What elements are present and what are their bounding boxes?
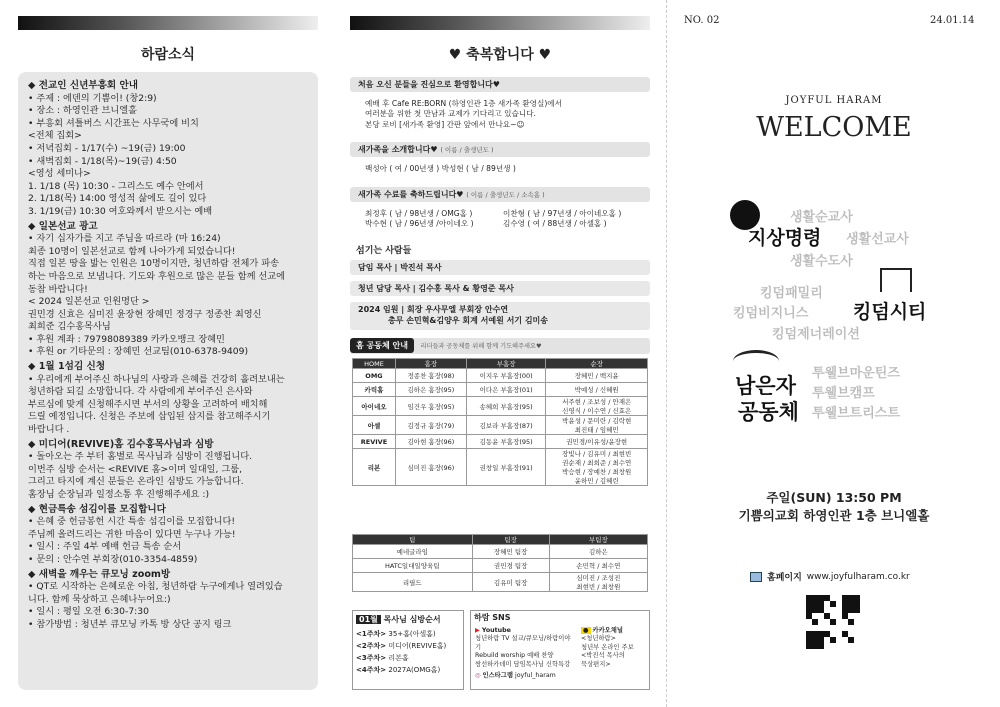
news-section-title: ◆ 새벽을 깨우는 큐모닝 zoom방	[28, 568, 171, 580]
news-line: 이번주 심방 순서는 <REVIVE 홈>이며 일대일, 그룹,	[28, 463, 243, 475]
instagram-icon: ◎	[475, 672, 481, 680]
news-line: 1. 1/18 (목) 10:30 - 그리스도 예수 안에서	[28, 180, 204, 192]
city-icon	[880, 268, 912, 292]
table-cell: HATC일대일양육팀	[353, 559, 473, 573]
table-cell: 아셀	[353, 416, 396, 435]
news-line: 주님께 올려드리는 귀한 마음이 있다면 누구나 가능!	[28, 528, 236, 540]
welcome-text: 예배 후 Cafe RE:BORN (하영인관 1층 새가족 환영실)에서 여러분을 위한 첫 만남과 교제가 기다리고 있습니다. 본당 로비 [새가족 환영] 간판 앞에서 만나요~☺	[365, 99, 562, 129]
table-cell: 권민경 팀장	[472, 559, 549, 573]
header-gradient-bar-2	[350, 16, 650, 30]
kakao-icon: ●	[583, 627, 589, 634]
news-line: 하는 마음으로 보냅니다. 기도와 후원으로 많은 분들 함께 선교에	[28, 270, 286, 282]
news-line: 권민경 신효은 심미진 윤장현 장혜민 정경구 정종찬 최영신	[28, 308, 262, 320]
youth-pastor: 청년 담당 목사 | 김수홍 목사 & 황영준 목사	[350, 281, 650, 296]
news-line: 동참 바랍니다!	[28, 283, 88, 295]
table-row	[353, 369, 648, 383]
new-family-bar: 새가족을 소개합니다♥ ( 이름 / 출생년도 )	[350, 142, 650, 157]
vision-text-7: 투웰브마운틴즈	[812, 366, 900, 381]
table-cell: 정종찬 홈장(98)	[395, 369, 466, 383]
table-cell: OMG	[353, 369, 396, 383]
table-cell: 장빛나 / 김유미 / 최현빈 권순재 / 최희준 / 최수연 박승현 / 장예찬 / 최창원 윤하민 / 김혜린	[546, 449, 648, 486]
table-cell: 임건우 홈장(95)	[395, 397, 466, 416]
news-section-title: ◆ 일본선교 광고	[28, 220, 98, 232]
homepage-label: 홈페이지	[767, 573, 802, 583]
vision-text-8: 투웰브캠프	[812, 386, 875, 401]
table-cell: 심미진 홈장(96)	[395, 449, 466, 486]
homepage-url[interactable]: www.joyfulharam.co.kr	[806, 571, 910, 582]
table-cell: 김하은	[549, 545, 647, 559]
homepage-line	[750, 570, 910, 583]
news-line: < 2024 일본선교 인원명단 >	[28, 296, 150, 308]
table-cell: 김동윤 부홈장(95)	[466, 435, 546, 449]
table-row	[353, 397, 648, 416]
table-cell: 서주현 / 조보성 / 안재은 신영식 / 이수연 / 신효은	[546, 397, 648, 416]
news-line: 청년하람 되길 소망합니다. 각 사람에게 부어주신 은사와	[28, 386, 253, 398]
sns-box: 하람 SNS ▶ Youtube 청년하람 TV 설교/큐모닝/하람이야기 Rebuild worship 예배 찬양 쌍선하카데미 담임목사님 신학특강 ◎ 인스타그램 joyful_haram ● 카카오채널 <청년하람> 청년부 온라인 주보 <박진석 목사의 묵상편지>	[470, 610, 650, 690]
news-line: 니다. 함께 묵상하고 은혜나누어요:)	[28, 593, 171, 605]
news-section-title: ◆ 미디어(REVIVE)홈 김수홍목사님과 심방	[28, 438, 214, 450]
browser-icon	[750, 572, 762, 582]
news-line: 드릴 예정입니다. 신청은 주보에 삽입된 삽지를 참고해주시기	[28, 411, 271, 423]
news-section-title: ◆ 1월 1섬김 신청	[28, 361, 106, 373]
news-line: <전체 집회>	[28, 130, 82, 142]
news-line: • 일시 : 평일 오전 6:30-7:30	[28, 606, 149, 618]
mountain-icon	[733, 350, 779, 372]
table-row	[353, 435, 648, 449]
youtube-icon: ▶	[475, 627, 480, 634]
issue-date: 24.01.14	[930, 15, 975, 26]
table-cell: 손민혁 / 최수연	[549, 559, 647, 573]
table-row	[353, 416, 648, 435]
news-line: • 일시 : 주일 4부 예배 헌금 특송 순서	[28, 541, 182, 553]
home-table	[352, 358, 648, 486]
news-line: 바랍니다 .	[28, 424, 70, 436]
header-gradient-bar	[18, 16, 318, 30]
news-line: • 주제 : 에덴의 기쁨이! (창2:9)	[28, 92, 157, 104]
news-line: • 새벽집회 - 1/18(목)~19(금) 4:50	[28, 155, 177, 167]
qr-code[interactable]	[806, 595, 860, 649]
table-header: 팀장	[472, 535, 549, 545]
news-line: • 우리에게 부어주신 하나님의 사랑과 은혜를 건강히 흘려보내는	[28, 373, 285, 385]
visit-item: <2주차> 미디어(REVIVE홈)	[356, 642, 447, 650]
table-cell: 장혜민 / 백지윤	[546, 369, 648, 383]
table-cell: 이지우 부홈장(00)	[466, 369, 546, 383]
vision-bold-1: 지상명령	[748, 227, 822, 249]
table-header: 부홈장	[466, 359, 546, 369]
news-section-title: ◆ 전교인 신년부흥회 안내	[28, 80, 139, 91]
table-cell: 김하은 홈장(95)	[395, 383, 466, 397]
table-row	[353, 559, 648, 573]
new-family-list: 백성아 ( 여 / 00년생 ) 박성현 ( 남 / 89년생 )	[365, 164, 516, 173]
vision-text-4: 킹덤패밀리	[760, 286, 823, 301]
news-line: 직접 일본 땅을 밟는 인원은 10명이지만, 청년하람 전체가 파송	[28, 258, 279, 270]
table-cell: 장혜민 팀장	[472, 545, 549, 559]
vision-bold-2: 킹덤시티	[853, 301, 927, 323]
table-cell: 김보라 부홈장(87)	[466, 416, 546, 435]
vision-text-1: 생활순교사	[790, 210, 853, 225]
table-cell: 김아현 홈장(96)	[395, 435, 466, 449]
graduation-list: 최정후 ( 남 / 98년생 / OMG홈 ) 이찬형 ( 남 / 97년생 / 아이네오홈 ) 박수현 ( 남 / 96년생 /아이네오 ) 김수영 ( 여 / 88년생 / 아셀홈 )	[365, 209, 622, 229]
news-heading: 하람소식	[140, 47, 196, 63]
service-time: 주일(SUN) 13:50 PM	[766, 490, 902, 505]
welcome-bar: 처음 오신 분들을 진심으로 환영합니다♥	[350, 77, 650, 92]
table-row	[353, 383, 648, 397]
table-cell: 아이네오	[353, 397, 396, 416]
table-header: 부팀장	[549, 535, 647, 545]
blessing-heading: ♥ 축복합니다 ♥	[448, 47, 552, 63]
table-cell: 심미진 / 조성진 최현빈 / 최창원	[549, 573, 647, 592]
table-row	[353, 449, 648, 486]
table-row	[353, 545, 648, 559]
vision-text-6: 킹덤제너레이션	[772, 327, 860, 342]
issue-number: NO. 02	[684, 15, 720, 26]
table-cell: 김유미 팀장	[472, 573, 549, 592]
visit-item: <1주차> 35+홈(아셀홈)	[356, 630, 436, 638]
news-line: • 참가방법 : 청년부 큐모닝 카톡 방 상단 공지 링크	[28, 618, 232, 630]
graduation-bar: 새가족 수료를 축하드립니다♥ ( 이름 / 출생년도 / 소속홈 )	[350, 187, 650, 202]
table-cell: 리필드	[353, 573, 473, 592]
table-cell: 이다은 부홈장(01)	[466, 383, 546, 397]
vision-text-3: 생활수도사	[790, 254, 853, 269]
vision-bold-3a: 남은자	[735, 374, 796, 398]
news-line: 그리고 타지에 계신 분들은 온라인 심방도 가능합니다.	[28, 476, 244, 488]
news-line: 2. 1/18(목) 14:00 영성적 삶에도 길이 있다	[28, 193, 207, 205]
table-cell: 권민경/이유성/윤장현	[546, 435, 648, 449]
fold-line	[666, 0, 667, 707]
table-header: 순장	[546, 359, 648, 369]
news-line: • 자기 십자가를 지고 주님을 따르라 (마 16:24)	[28, 233, 221, 245]
news-line: • QT로 시작하는 은혜로운 아침, 청년하람 누구에게나 열려있습	[28, 581, 283, 593]
vision-text-9: 투웰브트리스트	[812, 406, 900, 421]
news-line: 부르심에 맞게 신청해주시면 부서의 상황을 고려하여 배치해	[28, 398, 268, 410]
welcome-title: WELCOME	[756, 112, 912, 143]
table-header: HOME	[353, 359, 396, 369]
table-cell: 리본	[353, 449, 396, 486]
news-line: 최종 10명이 일본선교로 함께 나아가게 되었습니다!	[28, 245, 236, 257]
table-cell: REVIVE	[353, 435, 396, 449]
team-table	[352, 534, 648, 592]
table-cell: 권창일 부홈장(91)	[466, 449, 546, 486]
table-header: 홈장	[395, 359, 466, 369]
news-line: • 돌아오는 주 부터 홈별로 목사님과 심방이 진행됩니다.	[28, 451, 253, 463]
news-line: • 은혜 중 헌금봉헌 시간 특송 섬김이를 모집합니다!	[28, 516, 236, 528]
table-row	[353, 573, 648, 592]
table-cell: 예네글라임	[353, 545, 473, 559]
news-line: <영성 세미나>	[28, 168, 91, 180]
service-place: 기쁨의교회 하영인관 1층 브니엘홀	[738, 508, 930, 523]
table-cell: 박예성 / 신혜원	[546, 383, 648, 397]
staff-box: 2024 임원 | 회장 우사무엘 부회장 안수연 총무 손민혁&김양우 회계 서예원 서기 김미송	[350, 302, 650, 330]
table-cell: 김정규 홈장(79)	[395, 416, 466, 435]
news-section-title: ◆ 현금특송 섬김이를 모집합니다	[28, 503, 166, 515]
senior-pastor: 담임 목사 | 박진석 목사	[350, 260, 650, 275]
visit-box: 01월 목사님 심방순서 <1주차> 35+홈(아셀홈) <2주차> 미디어(REVIVE홈) <3주차> 리본홈 <4주차> 2027A(OMG홈)	[352, 610, 464, 690]
news-line: 3. 1/19(금) 10:30 여호와께서 받으시는 예배	[28, 205, 213, 217]
news-line: • 후원 계좌 : 79798089389 카카오뱅크 장혜민	[28, 333, 225, 345]
news-line: 최희준 김수홍목사님	[28, 321, 111, 333]
home-bar: 홈 공동체 안내 리더들과 공동체를 위해 함께 기도해주세요♥	[350, 338, 650, 354]
vision-bold-3b: 공동체	[738, 400, 799, 424]
vision-text-5: 킹덤비지니스	[733, 306, 809, 321]
news-line: • 부흥회 셔틀버스 시간표는 사무국에 비치	[28, 117, 199, 129]
news-line: • 후원 or 기타문의 : 장혜민 선교팀(010-6378-9409)	[28, 346, 249, 358]
news-line: 홈장님 순장님과 일정소통 후 진행해주세요 :)	[28, 489, 210, 500]
table-cell: 박윤성 / 문미란 / 김락현 최진태 / 임혜민	[546, 416, 648, 435]
news-line: • 문의 : 안수연 부회장(010-3354-4859)	[28, 553, 198, 565]
joyful-haram: JOYFUL HARAM	[785, 95, 883, 106]
visit-list	[356, 628, 460, 676]
servers-title: 섬기는 사람들	[356, 246, 412, 256]
vision-text-2: 생활선교사	[846, 232, 909, 247]
table-header: 팀	[353, 535, 473, 545]
news-line: • 저녁집회 - 1/17(수) ~19(금) 19:00	[28, 142, 186, 154]
news-panel	[18, 72, 318, 690]
visit-item: <4주차> 2027A(OMG홈)	[356, 666, 441, 674]
table-cell: 카릭홈	[353, 383, 396, 397]
table-cell: 송혜희 부홈장(95)	[466, 397, 546, 416]
news-line: • 장소 : 하영인관 브니엘홀	[28, 105, 137, 117]
visit-item: <3주차> 리본홈	[356, 654, 409, 662]
